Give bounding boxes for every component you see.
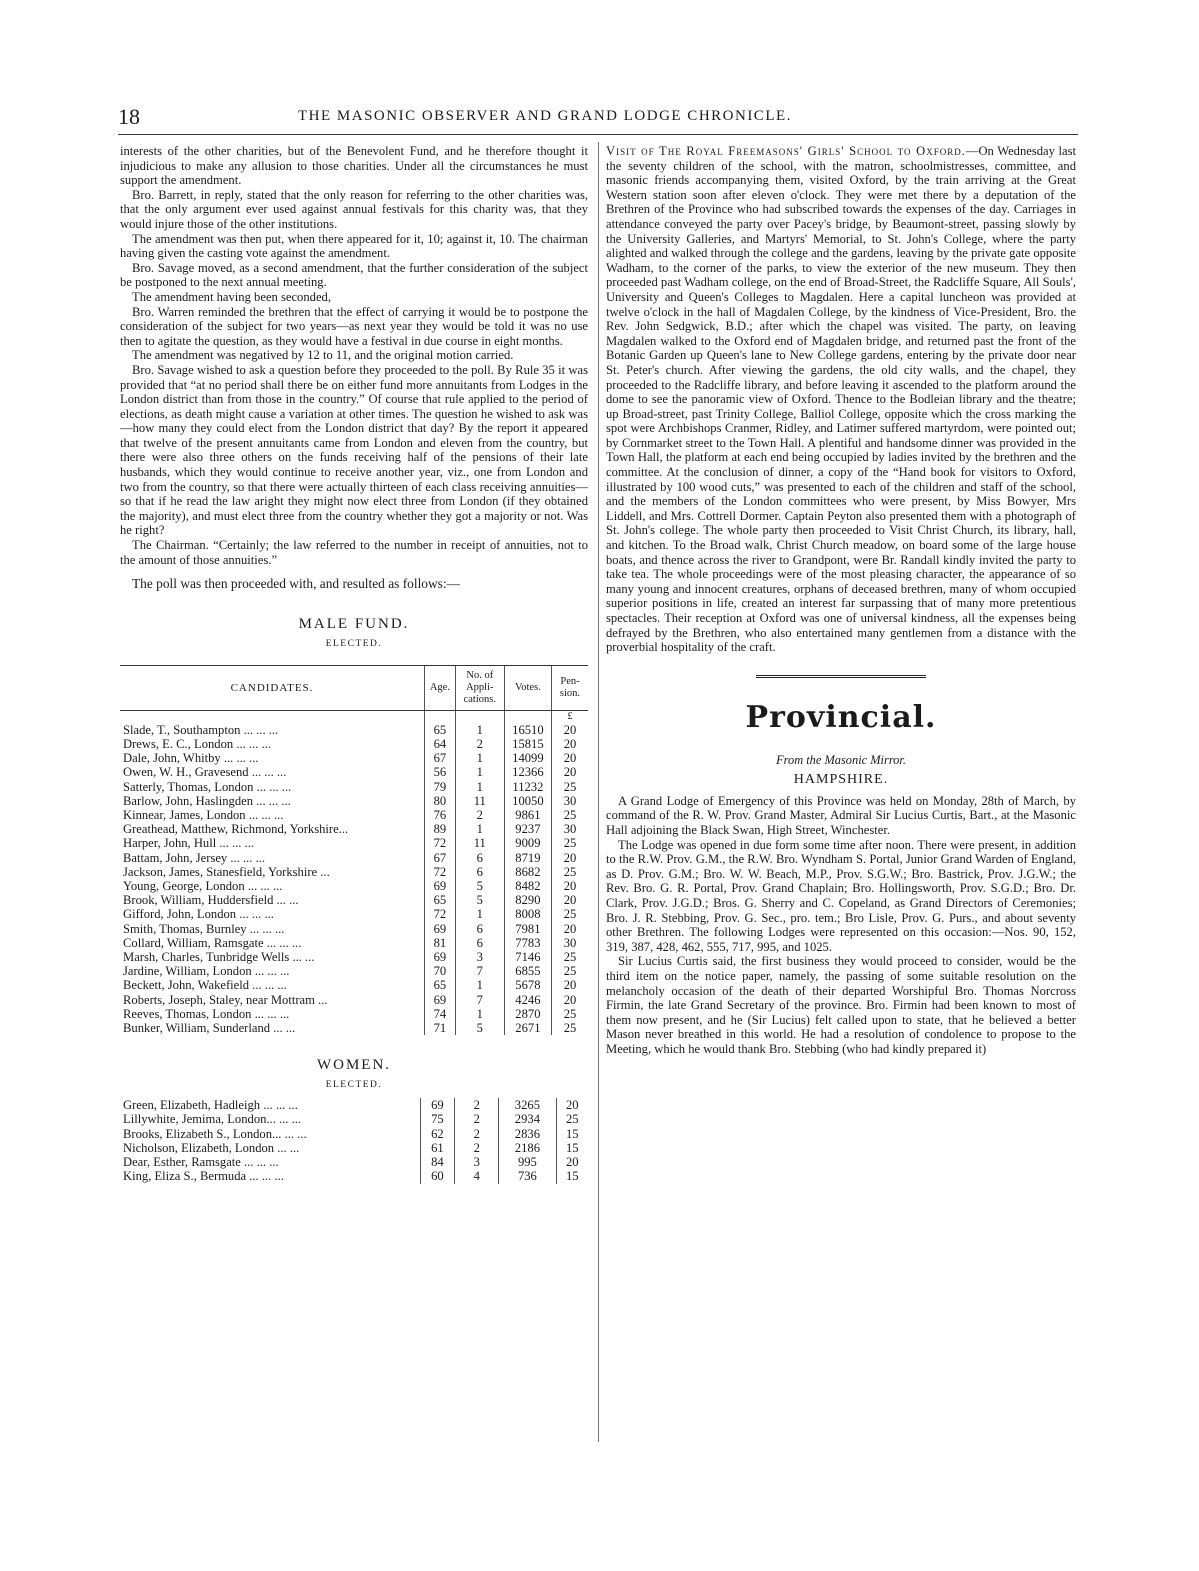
running-head: THE MASONIC OBSERVER AND GRAND LODGE CHRONICLE. — [298, 108, 792, 124]
visit-heading: Visit of The Royal Freemasons' Girls' School to Oxford. — [606, 144, 966, 158]
table-row — [120, 907, 588, 921]
age-cell: 70 — [425, 964, 456, 978]
age-cell: 80 — [425, 794, 456, 808]
applications-cell: 1 — [455, 780, 504, 794]
paragraph: Bro. Warren reminded the brethren that the effect of carrying it would be to postpone the consideration of the subject for two years—as next year they would be told it was no use then to agitate the question, as they would have a festival in due course in eight months. — [120, 304, 588, 348]
age-cell: 56 — [425, 765, 456, 779]
candidate-name: Marsh, Charles, Tunbridge Wells ... ... — [123, 950, 315, 965]
pension-cell: 15 — [556, 1127, 588, 1141]
age-cell: 67 — [425, 751, 456, 765]
candidate-name: Smith, Thomas, Burnley ... ... ... — [123, 921, 285, 936]
pension-cell: 25 — [552, 964, 589, 978]
age-cell: 69 — [425, 922, 456, 936]
col-applications: No. of Appli- cations. — [455, 665, 504, 710]
male-fund-title: MALE FUND. — [298, 615, 410, 632]
applications-cell: 6 — [455, 936, 504, 950]
votes-cell: 2934 — [499, 1112, 556, 1126]
paragraph: A Grand Lodge of Emergency of this Province was held on Monday, 28th of March, by command of the R. W. Prov. Grand Master, Admiral Sir Lucius Curtis, Bart., at the Masonic Hall adjoining the Black Swan, High Street, Winchester. — [606, 793, 1076, 837]
table-row — [120, 808, 588, 822]
age-cell: 81 — [425, 936, 456, 950]
candidate-name: Kinnear, James, London ... ... ... — [123, 808, 284, 823]
table-row — [120, 1112, 588, 1126]
candidate-name: Battam, John, Jersey ... ... ... — [123, 850, 266, 865]
provincial-title: Provincial. — [745, 699, 937, 735]
pension-cell: 15 — [556, 1169, 588, 1183]
visit-article — [606, 144, 1076, 655]
votes-cell: 11232 — [504, 780, 551, 794]
applications-cell: 1 — [455, 723, 504, 737]
pension-cell: 20 — [552, 893, 589, 907]
applications-cell: 2 — [455, 1127, 499, 1141]
age-cell: 72 — [425, 907, 456, 921]
applications-cell: 1 — [455, 978, 504, 992]
applications-cell: 5 — [455, 879, 504, 893]
candidate-name: Owen, W. H., Gravesend ... ... ... — [123, 765, 287, 780]
votes-cell: 4246 — [504, 993, 551, 1007]
votes-cell: 16510 — [504, 723, 551, 737]
votes-cell: 995 — [499, 1155, 556, 1169]
candidate-name: Harper, John, Hull ... ... ... — [123, 836, 255, 851]
applications-cell: 11 — [455, 836, 504, 850]
age-cell: 89 — [425, 822, 456, 836]
male-fund-subtitle: ELECTED. — [325, 638, 383, 649]
pension-cell: 20 — [552, 851, 589, 865]
applications-cell: 6 — [455, 865, 504, 879]
applications-cell: 1 — [455, 1007, 504, 1021]
candidate-name: Lillywhite, Jemima, London... ... ... — [123, 1112, 302, 1127]
male-fund-rows — [120, 710, 588, 1035]
table-row — [120, 765, 588, 779]
candidate-name: Greathead, Matthew, Richmond, Yorkshire... — [123, 822, 349, 837]
votes-cell: 2836 — [499, 1127, 556, 1141]
candidate-name: Nicholson, Elizabeth, London ... ... — [123, 1140, 300, 1155]
age-cell: 71 — [425, 1021, 456, 1035]
votes-cell: 6855 — [504, 964, 551, 978]
applications-cell: 7 — [455, 964, 504, 978]
votes-cell: 2870 — [504, 1007, 551, 1021]
pension-cell: 25 — [552, 836, 589, 850]
votes-cell: 8290 — [504, 893, 551, 907]
women-subtitle: ELECTED. — [325, 1080, 383, 1091]
age-cell: 69 — [420, 1098, 455, 1112]
table-row — [120, 822, 588, 836]
votes-cell: 9237 — [504, 822, 551, 836]
votes-cell: 2186 — [499, 1141, 556, 1155]
paragraph: The amendment having been seconded, — [132, 289, 331, 304]
visit-text: —On Wednesday last the seventy children of the school, with the matron, schoolmistresses, committee, and masonic friends accompanying them, visited Oxford, by the train arriving at the Great Western station soon after eleven o'clock. They were met there by a deputation of the Brethren of the Province who had subscribed towards the expenses of the day. Carriages in attendance conveyed the party over Pacey's bridge, by Beaumont-street, passing slowly by the University Galleries, and Martyrs' Memorial, to St. John's College, where the party alighted and walked through the college and the gardens, leaving by the private gate opposite Wadham, to the corner of the parks, to view the exterior of the new museum. They then proceeded past Wadham college, on the end of Broad-Street, the Radcliffe Square, All Souls', University and Queen's Colleges to Magdalen. Here a capital luncheon was provided at twelve o'clock in the hall of Magdalen College, by the kindness of Vice-President, Bro. the Rev. John Sedgwick, B.D.; after which the chapel was visited. The party, on leaving Magdalen walked to the Oxford end of Magdalen bridge, and returned past the front of the Botanic Garden up Queen's lane to New College gardens, entering by the private door near St. Peter's church. After viewing the gardens, the old city walls, and the chapel, they proceeded to the Radcliffe library, and before leaving it ascended to the platform around the dome to see the panoramic view of Oxford. Thence to the Bodleian library and the theatre; up Broad-street, past Trinity College, Balliol College, opposite which the cross marking the spot were Archbishops Cranmer, Ridley, and Latimer suffered martyrdom, were pointed out; by Cornmarket street to the Town Hall. A plentiful and handsome dinner was provided in the Town Hall, the platform at each end being occupied by ladies invited by the brethren and the committee. At the conclusion of dinner, a copy of the “Hand book for visitors to Oxford, illustrated by 100 wood cuts,” was presented to each of the children and staff of the school, and the members of the London committees who were present, by Miss Bowyer, Mrs Liddell, and Mrs. Cottrell Dormer. Captain Peyton also presented them with a photograph of St. John's college. The whole party then proceeded to Visit Christ Church, its library, hall, and kitchen. To the Broad walk, Christ Church meadow, on board some of the large house boats, and thence across the river to Grandpont, were Br. Randall kindly invited the party to take tea. The whole proceedings were of the most pleasing character, the appearance of so many young and innocent creatures, orphans of deceased brethren, many of whom occupied superior positions in life, created an interest far surpassing that of many more pretentious spectacles. Their reception at Oxford was one of universal kindness, all the expenses being defrayed by the Brethren, who also entertained many gentlemen from a distance with the proverbial hospitality of the craft. — [606, 144, 1077, 655]
table-row — [120, 1021, 588, 1035]
pension-cell: 20 — [552, 765, 589, 779]
votes-cell: 8719 — [504, 851, 551, 865]
age-cell: 65 — [425, 893, 456, 907]
votes-cell: 10050 — [504, 794, 551, 808]
table-row — [120, 836, 588, 850]
hampshire-heading: HAMPSHIRE. — [793, 771, 889, 787]
pension-cell: 25 — [556, 1112, 588, 1126]
table-row — [120, 780, 588, 794]
pension-cell: 20 — [552, 737, 589, 751]
paragraph: The amendment was negatived by 12 to 11, and the original motion carried. — [132, 348, 514, 363]
applications-cell: 11 — [455, 794, 504, 808]
votes-cell: 7146 — [504, 950, 551, 964]
age-cell: 74 — [425, 1007, 456, 1021]
votes-cell: 7783 — [504, 936, 551, 950]
column-divider — [598, 142, 599, 1442]
table-row — [120, 1007, 588, 1021]
age-cell: 69 — [425, 993, 456, 1007]
pension-cell: 20 — [552, 879, 589, 893]
pension-cell: 30 — [552, 822, 589, 836]
applications-cell: 5 — [455, 1021, 504, 1035]
votes-cell: 14099 — [504, 751, 551, 765]
candidate-name: Jardine, William, London ... ... ... — [123, 964, 290, 979]
votes-cell: 9009 — [504, 836, 551, 850]
source-line: From the Masonic Mirror. — [776, 752, 906, 767]
pension-cell: 25 — [552, 1021, 589, 1035]
pension-cell: 30 — [552, 936, 589, 950]
table-row — [120, 993, 588, 1007]
votes-cell: 9861 — [504, 808, 551, 822]
pension-cell: 25 — [552, 907, 589, 921]
candidate-name: Gifford, John, London ... ... ... — [123, 907, 274, 922]
table-row — [120, 1141, 588, 1155]
page-header — [118, 104, 1078, 130]
applications-cell: 6 — [455, 922, 504, 936]
table-row — [120, 865, 588, 879]
table-row — [120, 723, 588, 737]
applications-cell: 4 — [455, 1169, 499, 1183]
pension-cell: 25 — [552, 808, 589, 822]
page-number: 18 — [118, 104, 140, 129]
pension-cell: 20 — [552, 978, 589, 992]
col-candidates: CANDIDATES. — [120, 665, 425, 710]
section-ornament-rule — [756, 675, 926, 678]
table-row — [120, 1169, 588, 1183]
pension-cell: 30 — [552, 794, 589, 808]
pension-cell: 25 — [552, 865, 589, 879]
candidate-name: Collard, William, Ramsgate ... ... ... — [123, 935, 302, 950]
pension-cell: 15 — [556, 1141, 588, 1155]
candidate-name: Satterly, Thomas, London ... ... ... — [123, 779, 292, 794]
applications-cell: 2 — [455, 808, 504, 822]
applications-cell: 3 — [455, 950, 504, 964]
pension-cell: 25 — [552, 1007, 589, 1021]
col-age: Age. — [425, 665, 456, 710]
women-rows — [120, 1098, 588, 1183]
candidate-name: Brooks, Elizabeth S., London... ... ... — [123, 1126, 307, 1141]
candidate-name: Green, Elizabeth, Hadleigh ... ... ... — [123, 1098, 298, 1113]
pension-cell: 25 — [552, 780, 589, 794]
paragraph: Bro. Savage moved, as a second amendment, that the further consideration of the subject be postponed to the next annual meeting. — [120, 260, 588, 290]
votes-cell: 2671 — [504, 1021, 551, 1035]
votes-cell: 8482 — [504, 879, 551, 893]
age-cell: 60 — [420, 1169, 455, 1183]
paragraph: Bro. Savage wished to ask a question before they proceeded to the poll. By Rule 35 it was provided that “at no period shall there be on either fund more annuitants from Lodges in the London district than from those in the country.” Of course that rule applied to the period of elections, as death might cause a variation at other times. The question he wished to ask was—how many they could elect from the London district that day? By the report it appeared that twelve of the present annuitants came from London and eleven from the country, but there were also three others on the funds receiving half of the pensions of their late husbands, which they would continue to receive another year, viz., one from London and two from the country, so that there were actually thirteen of each class receiving annuities—so that if he read the law aright they might now elect three from London (if they obtained the majority), and must elect three from the country whether they got a majority or not. Was he right? — [120, 362, 588, 538]
table-row — [120, 794, 588, 808]
votes-cell: 12366 — [504, 765, 551, 779]
pension-cell: 20 — [556, 1098, 588, 1112]
age-cell: 69 — [425, 879, 456, 893]
currency-symbol: £ — [552, 710, 589, 723]
age-cell: 69 — [425, 950, 456, 964]
votes-cell: 736 — [499, 1169, 556, 1183]
age-cell: 75 — [420, 1112, 455, 1126]
votes-cell: 8008 — [504, 907, 551, 921]
applications-cell: 5 — [455, 893, 504, 907]
table-row — [120, 922, 588, 936]
age-cell: 72 — [425, 836, 456, 850]
currency-row — [120, 710, 588, 723]
candidate-name: Bunker, William, Sunderland ... ... — [123, 1021, 296, 1036]
applications-cell: 6 — [455, 851, 504, 865]
applications-cell: 1 — [455, 907, 504, 921]
candidate-name: Young, George, London ... ... ... — [123, 879, 283, 894]
table-row — [120, 737, 588, 751]
table-row — [120, 751, 588, 765]
left-column — [120, 144, 588, 1184]
candidate-name: Drews, E. C., London ... ... ... — [123, 737, 271, 752]
age-cell: 65 — [425, 978, 456, 992]
pension-cell: 20 — [552, 751, 589, 765]
age-cell: 84 — [420, 1155, 455, 1169]
applications-cell: 1 — [455, 765, 504, 779]
table-header-row — [120, 665, 588, 710]
age-cell: 76 — [425, 808, 456, 822]
candidate-name: Brook, William, Huddersfield ... ... — [123, 893, 299, 908]
table-row — [120, 893, 588, 907]
women-title: WOMEN. — [316, 1057, 392, 1074]
paragraph: interests of the other charities, but of the Benevolent Fund, and he therefore thought it injudicious to make any allusion to those charities. Under all the circumstances he must support the amendment. — [120, 144, 588, 188]
paragraph: Bro. Barrett, in reply, stated that the only reason for referring to the other charities was, that the only argument ever used against annual festivals for this charity was, that they would injure those of the other institutions. — [120, 187, 588, 231]
candidate-name: Dear, Esther, Ramsgate ... ... ... — [123, 1155, 279, 1170]
col-votes: Votes. — [504, 665, 551, 710]
pension-cell: 20 — [556, 1155, 588, 1169]
candidate-name: Barlow, John, Haslingden ... ... ... — [123, 793, 291, 808]
applications-cell: 1 — [455, 751, 504, 765]
candidate-name: Jackson, James, Stanesfield, Yorkshire ... — [123, 864, 330, 879]
votes-cell: 3265 — [499, 1098, 556, 1112]
applications-cell: 2 — [455, 1141, 499, 1155]
applications-cell: 7 — [455, 993, 504, 1007]
table-row — [120, 1098, 588, 1112]
paragraph: Sir Lucius Curtis said, the first business they would proceed to consider, would be the third item on the notice paper, namely, the passing of some suitable resolution on the melancholy occasion of the death of their departed Worshipful Bro. Thomas Norcross Firmin, the late Grand Secretary of the province. Bro. Firmin had been known to most of them now present, and he (Sir Lucius) felt called upon to state, that he believed a better Mason never breathed in this world. He had a resolution of condolence to propose to the Meeting, which he would thank Bro. Stebbing (who had kindly prepared it) — [606, 954, 1076, 1056]
age-cell: 65 — [425, 723, 456, 737]
col-pension: Pen- sion. — [552, 665, 589, 710]
candidate-name: Reeves, Thomas, London ... ... ... — [123, 1006, 290, 1021]
applications-cell: 2 — [455, 1112, 499, 1126]
candidate-name: King, Eliza S., Bermuda ... ... ... — [123, 1169, 284, 1184]
votes-cell: 5678 — [504, 978, 551, 992]
votes-cell: 7981 — [504, 922, 551, 936]
age-cell: 67 — [425, 851, 456, 865]
women-table — [120, 1098, 588, 1183]
pension-cell: 20 — [552, 723, 589, 737]
table-row — [120, 1127, 588, 1141]
right-column — [606, 144, 1076, 1056]
table-row — [120, 936, 588, 950]
pension-cell: 20 — [552, 922, 589, 936]
candidate-name: Roberts, Joseph, Staley, near Mottram ... — [123, 992, 328, 1007]
header-rule — [118, 134, 1078, 135]
age-cell: 79 — [425, 780, 456, 794]
applications-cell: 1 — [455, 822, 504, 836]
applications-cell: 2 — [455, 1098, 499, 1112]
age-cell: 62 — [420, 1127, 455, 1141]
poll-intro: The poll was then proceeded with, and resulted as follows:— — [132, 576, 460, 592]
applications-cell: 3 — [455, 1155, 499, 1169]
votes-cell: 8682 — [504, 865, 551, 879]
votes-cell: 15815 — [504, 737, 551, 751]
age-cell: 72 — [425, 865, 456, 879]
paragraph: The Chairman. “Certainly; the law referred to the number in receipt of annuities, not to the amount of those annuities.” — [120, 538, 588, 567]
male-fund-table — [120, 665, 588, 1035]
candidate-name: Dale, John, Whitby ... ... ... — [123, 751, 259, 766]
table-row — [120, 964, 588, 978]
table-row — [120, 851, 588, 865]
pension-cell: 20 — [552, 993, 589, 1007]
pension-cell: 25 — [552, 950, 589, 964]
age-cell: 61 — [420, 1141, 455, 1155]
candidate-name: Slade, T., Southampton ... ... ... — [123, 722, 279, 737]
table-row — [120, 978, 588, 992]
table-row — [120, 879, 588, 893]
table-row — [120, 1155, 588, 1169]
paragraph: The amendment was then put, when there appeared for it, 10; against it, 10. The chairman having given the casting vote against the amendment. — [120, 231, 588, 261]
table-row — [120, 950, 588, 964]
applications-cell: 2 — [455, 737, 504, 751]
paragraph: The Lodge was opened in due form some time after noon. There were present, in addition to the R.W. Prov. G.M., the R.W. Bro. Wyndham S. Portal, Junior Grand Warden of England, as D. Prov. G.M.; Bro. W. W. Beach, M.P., Prov. S.G.W.; Bro. Bastrick, Prov. J.G.W.; the Rev. Bro. G. R. Portal, Prov. Grand Chaplain; Bro. Hollingsworth, Prov. S.G.D.; Bro. Dr. Clark, Prov. J.G.D.; Bros. G. Sherry and C. Copeland, as Grand Directors of Ceremonies; Bro. J. R. Stebbing, Prov. G. Sec., pro. tem.; Bro Lisle, Prov. G. Purs., and about seventy other Brethren. The following Lodges were represented on this occasion:—Nos. 90, 152, 319, 387, 428, 462, 555, 717, 995, and 1025. — [606, 837, 1076, 954]
candidate-name: Beckett, John, Wakefield ... ... ... — [123, 978, 287, 993]
age-cell: 64 — [425, 737, 456, 751]
